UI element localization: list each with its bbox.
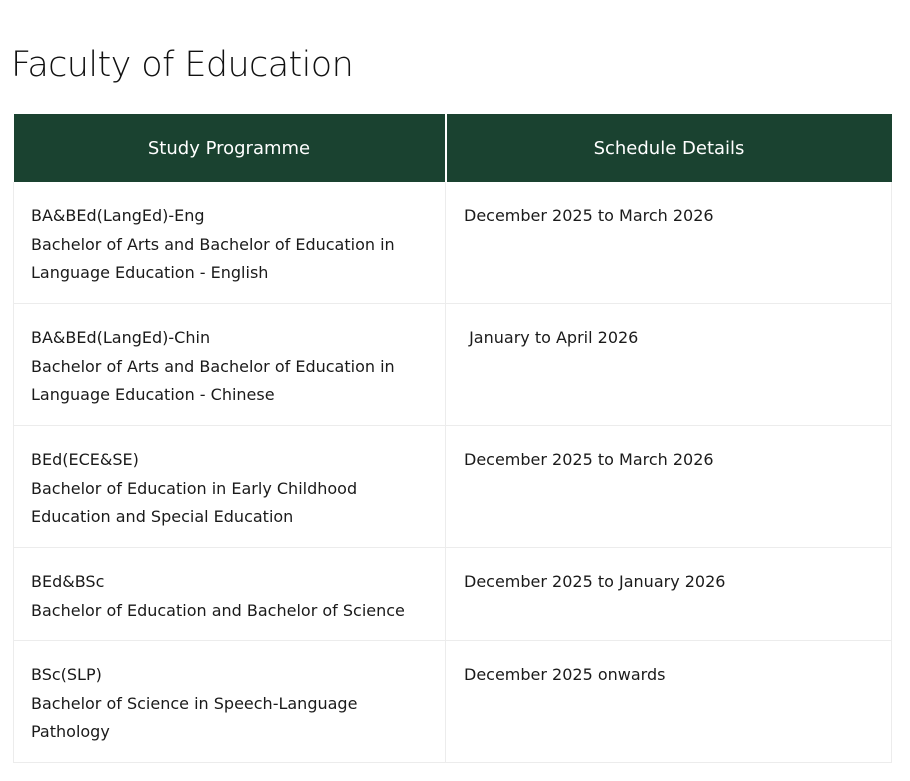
column-header-schedule-details: Schedule Details bbox=[446, 114, 892, 182]
schedule-text: January to April 2026 bbox=[464, 328, 639, 347]
programme-name: Bachelor of Education and Bachelor of Science bbox=[31, 600, 405, 620]
table-row bbox=[14, 548, 892, 641]
programme-cell bbox=[14, 304, 446, 426]
page-title: Faculty of Education bbox=[11, 45, 354, 85]
schedule-cell bbox=[446, 304, 892, 426]
programme-code: BEd&BSc bbox=[31, 572, 105, 591]
programme-cell bbox=[14, 641, 446, 763]
programme-code: BSc(SLP) bbox=[31, 665, 102, 684]
programme-cell bbox=[14, 182, 446, 304]
schedule-text: December 2025 to March 2026 bbox=[464, 206, 714, 225]
column-header-study-programme: Study Programme bbox=[14, 114, 446, 182]
table-row bbox=[14, 426, 892, 548]
schedule-text: December 2025 to January 2026 bbox=[464, 572, 726, 591]
programme-cell bbox=[14, 548, 446, 641]
programme-code: BEd(ECE&SE) bbox=[31, 450, 139, 469]
programme-code: BA&BEd(LangEd)-Eng bbox=[31, 206, 205, 225]
programme-schedule-table bbox=[13, 114, 892, 763]
table-row bbox=[14, 304, 892, 426]
programme-code: BA&BEd(LangEd)-Chin bbox=[31, 328, 211, 347]
programme-name: Bachelor of Arts and Bachelor of Education in Language Education - Chinese bbox=[31, 356, 395, 404]
table-row bbox=[14, 641, 892, 763]
schedule-cell bbox=[446, 182, 892, 304]
schedule-cell bbox=[446, 548, 892, 641]
schedule-text: December 2025 to March 2026 bbox=[464, 450, 714, 469]
table-row bbox=[14, 182, 892, 304]
schedule-cell bbox=[446, 641, 892, 763]
schedule-cell bbox=[446, 426, 892, 548]
programme-name: Bachelor of Science in Speech-Language Pathology bbox=[31, 693, 358, 741]
programme-cell bbox=[14, 426, 446, 548]
programme-name: Bachelor of Education in Early Childhood Education and Special Education bbox=[31, 478, 358, 526]
schedule-text: December 2025 onwards bbox=[464, 665, 666, 684]
table-header-row bbox=[14, 114, 892, 182]
programme-name: Bachelor of Arts and Bachelor of Education in Language Education - English bbox=[31, 234, 395, 282]
